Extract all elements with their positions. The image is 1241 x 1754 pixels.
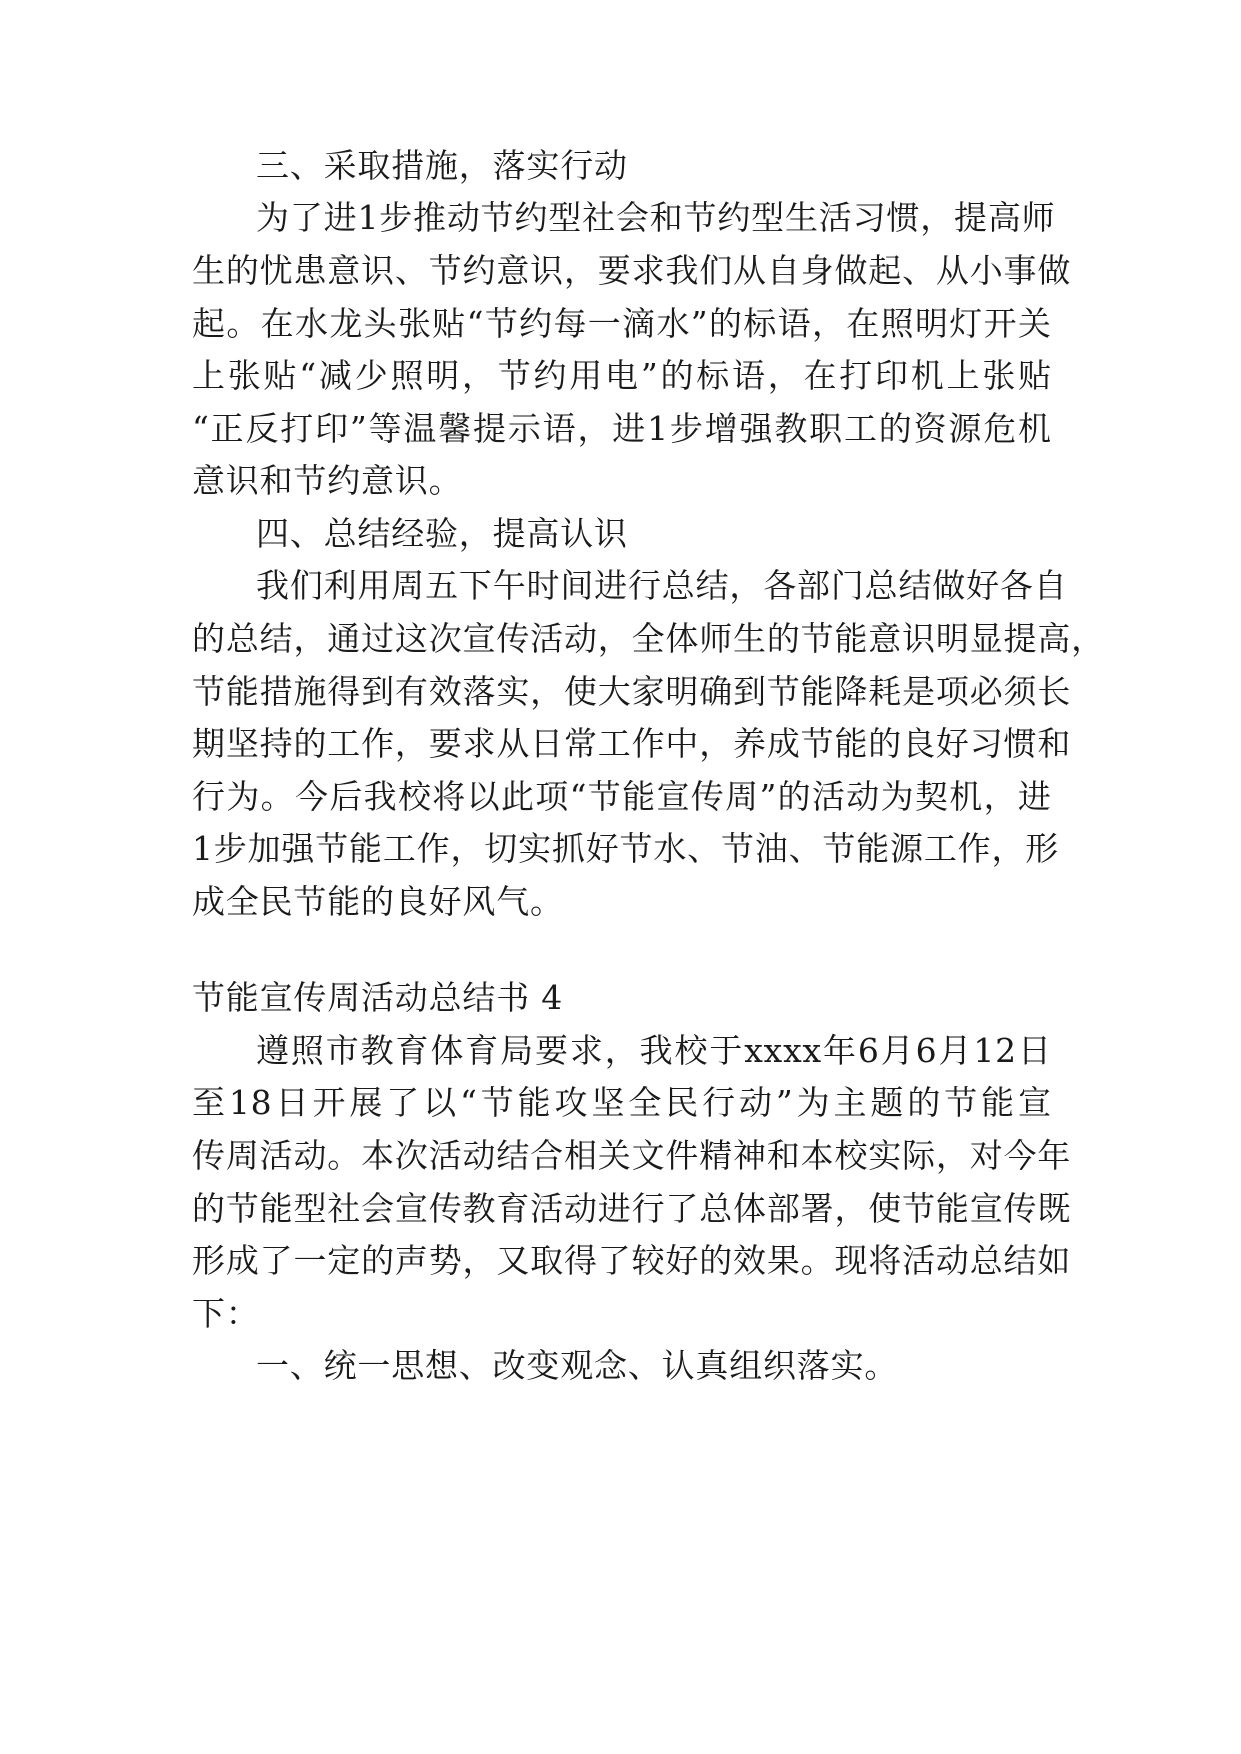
paragraph-line: 起 。 在 水 龙 头 张 贴 “ 节 约 每 一 滴 水 ” 的 标 语 ， 在 照 明 灯 开 关 [192,304,1052,343]
paragraph-line: 期 坚 持 的 工 作 ， 要 求 从 日 常 工 作 中 ， 养 成 节 能 的 良 好 习 惯 和 [192,724,1072,763]
section-heading-4: 四、总结经验，提高认识 [256,514,628,553]
paragraph-line: 的 总 结 ， 通 过 这 次 宣 传 活 动 ， 全 体 师 生 的 节 能 意 识 明 显 提 高 ， [192,619,1105,658]
paragraph-line: 行 为 。 今 后 我 校 将 以 此 项 “ 节 能 宣 传 周 ” 的 活 动 为 契 机 ， 进 [192,777,1052,816]
paragraph-line: 意识和节约意识。 [192,461,463,500]
paragraph-line: 节 能 措 施 得 到 有 效 落 实 ， 使 大 家 明 确 到 节 能 降 耗 是 项 必 须 长 [192,672,1072,711]
paragraph-line: “ 正 反 打 印 ” 等 温 馨 提 示 语 ， 进 1 步 增 强 教 职 工 的 资 源 危 机 [192,409,1052,448]
paragraph-line: 的 节 能 型 社 会 宣 传 教 育 活 动 进 行 了 总 体 部 署 ， 使 节 能 宣 传 既 [192,1189,1072,1228]
paragraph-line: 我 们 利 用 周 五 下 午 时 间 进 行 总 结 ， 各 部 门 总 结 做 好 各 自 [256,566,1068,605]
article-title: 节能宣传周活动总结书 4 [192,978,564,1017]
paragraph-line: 生 的 忧 患 意 识 、 节 约 意 识 ， 要 求 我 们 从 自 身 做 起 、 从 小 事 做 [192,251,1072,290]
paragraph-line: 上 张 贴 “ 减 少 照 明 ， 节 约 用 电 ” 的 标 语 ， 在 打 印 机 上 张 贴 [192,356,1052,395]
paragraph-line: 下： [192,1294,260,1333]
paragraph-line: 形 成 了 一 定 的 声 势 ， 又 取 得 了 较 好 的 效 果 。 现 将 活 动 总 结 如 [192,1241,1072,1280]
paragraph-line: 为 了 进 1 步 推 动 节 约 型 社 会 和 节 约 型 生 活 习 惯 ， 提 高 师 [256,198,1056,237]
paragraph-line: 成全民节能的良好风气。 [192,882,564,921]
section-heading-3: 三、采取措施，落实行动 [256,146,628,185]
paragraph-line: 遵 照 市 教 育 体 育 局 要 求 ， 我 校 于 xxxx 年 6 月 6 月 12 日 [256,1031,1052,1070]
paragraph-line: 传 周 活 动 。 本 次 活 动 结 合 相 关 文 件 精 神 和 本 校 实 际 ， 对 今 年 [192,1136,1072,1175]
section-heading-1: 一、统一思想、改变观念、认真组织落实。 [256,1346,899,1385]
paragraph-line: 至 18 日 开 展 了 以 “ 节 能 攻 坚 全 民 行 动 ” 为 主 题 的 节 能 宣 [192,1083,1052,1122]
paragraph-line: 1 步 加 强 节 能 工 作 ， 切 实 抓 好 节 水 、 节 油 、 节 能 源 工 作 ， 形 [192,829,1060,868]
